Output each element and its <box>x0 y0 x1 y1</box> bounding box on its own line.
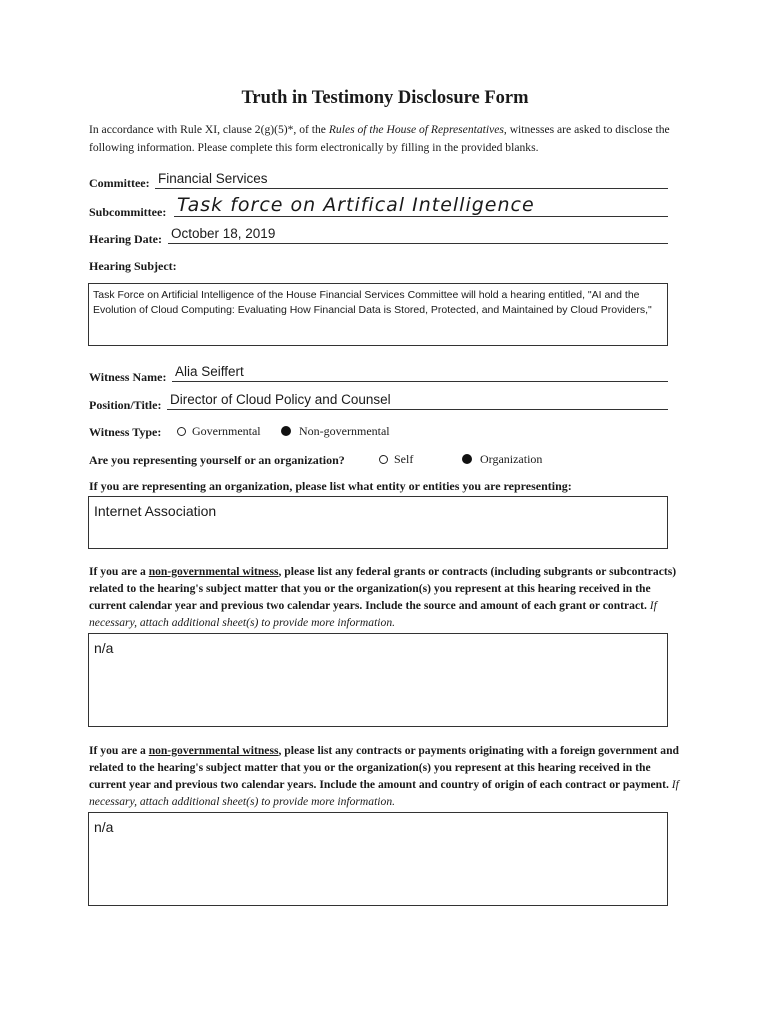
federal-grants-box[interactable] <box>88 633 668 727</box>
representing-label: Are you representing yourself or an organization? <box>89 453 345 467</box>
witness-name-label: Witness Name: <box>89 370 167 384</box>
federal-grants-prefix: If you are a <box>89 565 149 578</box>
radio-empty-icon <box>379 455 388 464</box>
hearing-subject-box[interactable] <box>88 283 668 346</box>
representing-organization-option[interactable] <box>462 452 542 467</box>
subcommittee-label: Subcommittee: <box>89 205 167 219</box>
federal-grants-underlined: non-governmental witness <box>148 565 279 578</box>
witness-name-field[interactable]: Alia Seiffert <box>175 364 244 379</box>
committee-field[interactable]: Financial Services <box>158 171 268 186</box>
non-governmental-label: Non-governmental <box>299 424 390 438</box>
organization-label: Organization <box>480 452 543 466</box>
organization-box[interactable] <box>88 496 668 549</box>
hearing-date-label: Hearing Date: <box>89 232 162 246</box>
federal-grants-body: , please list any federal grants or contracts (including subgrants or subcontracts) related to the hearing's subject matter that you or the organization(s) you represent at this hearing received in the current calendar year and previous two calendar years. Include the source and amount of each grant or contract. <box>89 565 677 612</box>
radio-empty-icon <box>177 427 186 436</box>
witness-type-non-governmental-option[interactable] <box>281 424 390 439</box>
foreign-payments-prompt <box>89 742 679 810</box>
representing-self-option[interactable] <box>379 452 413 467</box>
federal-grants-prompt <box>89 563 679 631</box>
organization-text: Internet Association <box>94 503 217 519</box>
committee-label: Committee: <box>89 176 150 190</box>
form-title: Truth in Testimony Disclosure Form <box>241 88 529 108</box>
position-label: Position/Title: <box>89 398 162 412</box>
intro-prefix: In accordance with Rule XI, clause 2(g)(5)*, of the <box>89 123 329 136</box>
subcommittee-field[interactable]: Task force on Artifical Intelligence <box>177 194 535 216</box>
intro-suffix: , witnesses are asked to disclose the following information. Please complete this form electronically by filling in the provided blanks. <box>89 123 670 154</box>
governmental-label: Governmental <box>192 424 261 438</box>
hearing-subject-label: Hearing Subject: <box>89 259 177 273</box>
foreign-payments-prefix: If you are a <box>89 744 149 757</box>
self-label: Self <box>394 452 414 466</box>
hearing-date-underline <box>168 242 668 244</box>
foreign-payments-note: If necessary, attach additional sheet(s) to provide more information. <box>89 778 679 808</box>
radio-filled-icon <box>281 426 291 436</box>
intro-rules-citation: Rules of the House of Representatives <box>328 123 504 136</box>
organization-prompt: If you are representing an organization, please list what entity or entities you are representing: <box>89 479 572 493</box>
witness-type-governmental-option[interactable] <box>177 424 261 439</box>
federal-grants-text: n/a <box>94 640 114 656</box>
witness-name-underline <box>172 380 668 382</box>
hearing-subject-text: Task Force on Artificial Intelligence of the House Financial Services Committee will hold a hearing entitled, "AI and the Evolution of Cloud Computing: Evaluating How Financial Data is Stored, Protected, and Maintained by Cloud Providers," <box>93 289 652 316</box>
foreign-payments-body: , please list any contracts or payments originating with a foreign government and related to the hearing's subject matter that you or the organization(s) you represent at this hearing received in the current year and previous two calendar years. Include the amount and country of origin of each contract or payment. <box>89 744 679 791</box>
foreign-payments-underlined: non-governmental witness <box>148 744 279 757</box>
subcommittee-underline <box>174 215 668 217</box>
federal-grants-note: If necessary, attach additional sheet(s) to provide more information. <box>89 599 657 629</box>
position-underline <box>167 408 668 410</box>
foreign-payments-box[interactable] <box>88 812 668 906</box>
committee-underline <box>155 187 668 189</box>
hearing-date-field[interactable]: October 18, 2019 <box>171 226 276 241</box>
foreign-payments-text: n/a <box>94 819 114 835</box>
witness-type-label: Witness Type: <box>89 425 162 439</box>
position-field[interactable]: Director of Cloud Policy and Counsel <box>170 392 391 407</box>
intro-paragraph <box>89 121 689 157</box>
radio-filled-icon <box>462 454 472 464</box>
